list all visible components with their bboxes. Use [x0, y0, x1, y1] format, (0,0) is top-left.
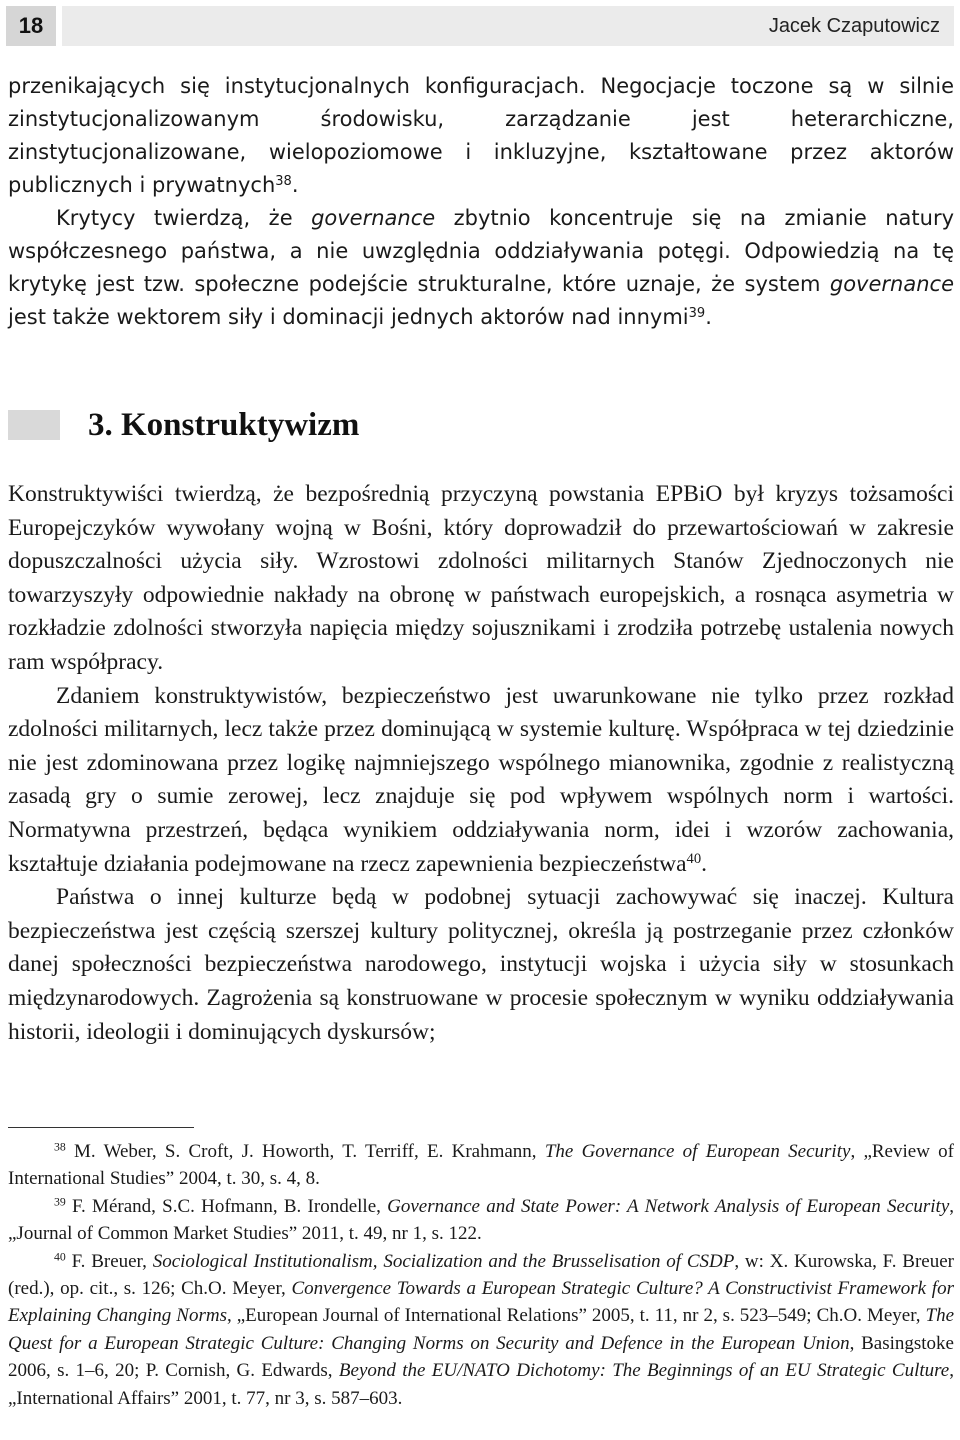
footnote-40: $^{40}$ F. Breuer, Sociological Institutionalism, Socialization and the Brusselisation of CSDP, w: X. Kurowska, F. Breuer (red.), op. cit., s. 126; Ch.O. Meyer, Convergence Towards a European Strategic Culture? A Constructivist Framework for Explaining Changing Norms, „European Journal of International Relations” 2005, t. 11, nr 2, s. 523–549; Ch.O. Meyer, The Quest for a European Strategic Culture: Changing Norms on Security and Defence in the European Union, Basingstoke 2006, s. 1–6, 20; P. Cornish, G. Edwards, Beyond the EU/NATO Dichotomy: The Beginnings of an EU Strategic Culture, „International Affairs” 2001, t. 77, nr 3, s. 587–603. [8, 1250, 955, 1409]
section-heading [8, 400, 359, 450]
footnote-separator [8, 1127, 194, 1128]
running-head-author: Jacek Czaputowicz [62, 6, 954, 46]
intro-paragraph-1: przenikających się instytucjonalnych konfiguracjach. Negocjacje toczone są w silnie zinstytucjonalizowanym środowisku, zarządzanie jest heterarchiczne, zinstytucjonalizowane, wielopoziomowe i inkluzyjne, kształtowane przez aktorów publicznych i prywatnych$^{38}$. [8, 74, 954, 197]
footnote-ref-38[interactable]: 38 [275, 173, 292, 189]
body-text [8, 478, 954, 1049]
section-marker [8, 410, 60, 440]
intro-text [8, 70, 954, 334]
body-paragraph-3: Państwa o innej kulturze będą w podobnej sytuacji zachowywać się inaczej. Kultura bezpieczeństwa jest częścią szerszej kultury politycznej, określa ją postrzeganie przez członków danej społeczności bezpieczeństwa narodowego, instytucji wojska i użycia siły w stosunkach międzynarodowych. Zagrożenia są konstruowane w procesie społecznym w wyniku oddziaływania historii, ideologii i dominujących dyskursów; [8, 884, 954, 1045]
body-paragraph-1: Konstruktywiści twierdzą, że bezpośrednią przyczyną powstania EPBiO był kryzys tożsamości Europejczyków wywołany wojną w Bośni, który doprowadził do przewartościowań w zakresie dopuszczalności użycia siły. Wzrostowi zdolności militarnych Stanów Zjednoczonych nie towarzyszyły odpowiednie nakłady na obronę w państwach europejskich, a rosnąca asymetria w rozkładzie zdolności stworzyła napięcia między sojusznikami i zrodziła potrzebę ustalenia nowych ram współpracy. [8, 481, 954, 675]
footnotes [8, 1138, 954, 1412]
footnote-38: $^{38}$ M. Weber, S. Croft, J. Howorth, T. Terriff, E. Krahmann, The Governance of European Security, „Review of International Studies” 2004, t. 30, s. 4, 8. [8, 1140, 954, 1190]
body-paragraph-2: Zdaniem konstruktywistów, bezpieczeństwo jest uwarunkowane nie tylko przez rozkład zdolności militarnych, lecz także przez dominującą w systemie kulturę. Współpraca w tej dziedzinie nie jest zdominowana przez logikę najmniejszego wspólnego mianownika, zgodnie z realistyczną zasadą gry o sumie zerowej, lecz znajduje się pod wpływem wspólnych norm i wartości. Normatywna przestrzeń, będąca wynikiem oddziaływania norm, idei i wzorów zachowania, kształtuje działania podejmowane na rzecz zapewnienia bezpieczeństwa$^{40}$. [8, 682, 954, 877]
section-title: 3. Konstruktywizm [88, 406, 360, 443]
intro-paragraph-2: Krytycy twierdzą, że governance zbytnio koncentruje się na zmianie natury współczesnego państwa, a nie uwzględnia oddziaływania potęgi. Odpowiedzią na tę krytykę jest tzw. społeczne podejście strukturalne, które uznaje, że system governance jest także wektorem siły i dominacji jednych aktorów nad innymi$^{39}$. [8, 206, 954, 329]
footnote-ref-39[interactable]: 39 [688, 305, 706, 321]
page-number: 18 [6, 6, 56, 46]
footnote-ref-40[interactable]: 40 [686, 850, 702, 867]
footnote-39: $^{39}$ F. Mérand, S.C. Hofmann, B. Irondelle, Governance and State Power: A Network Analysis of European Security, „Journal of Common Market Studies” 2011, t. 49, nr 1, s. 122. [8, 1195, 954, 1245]
running-header [6, 6, 954, 46]
